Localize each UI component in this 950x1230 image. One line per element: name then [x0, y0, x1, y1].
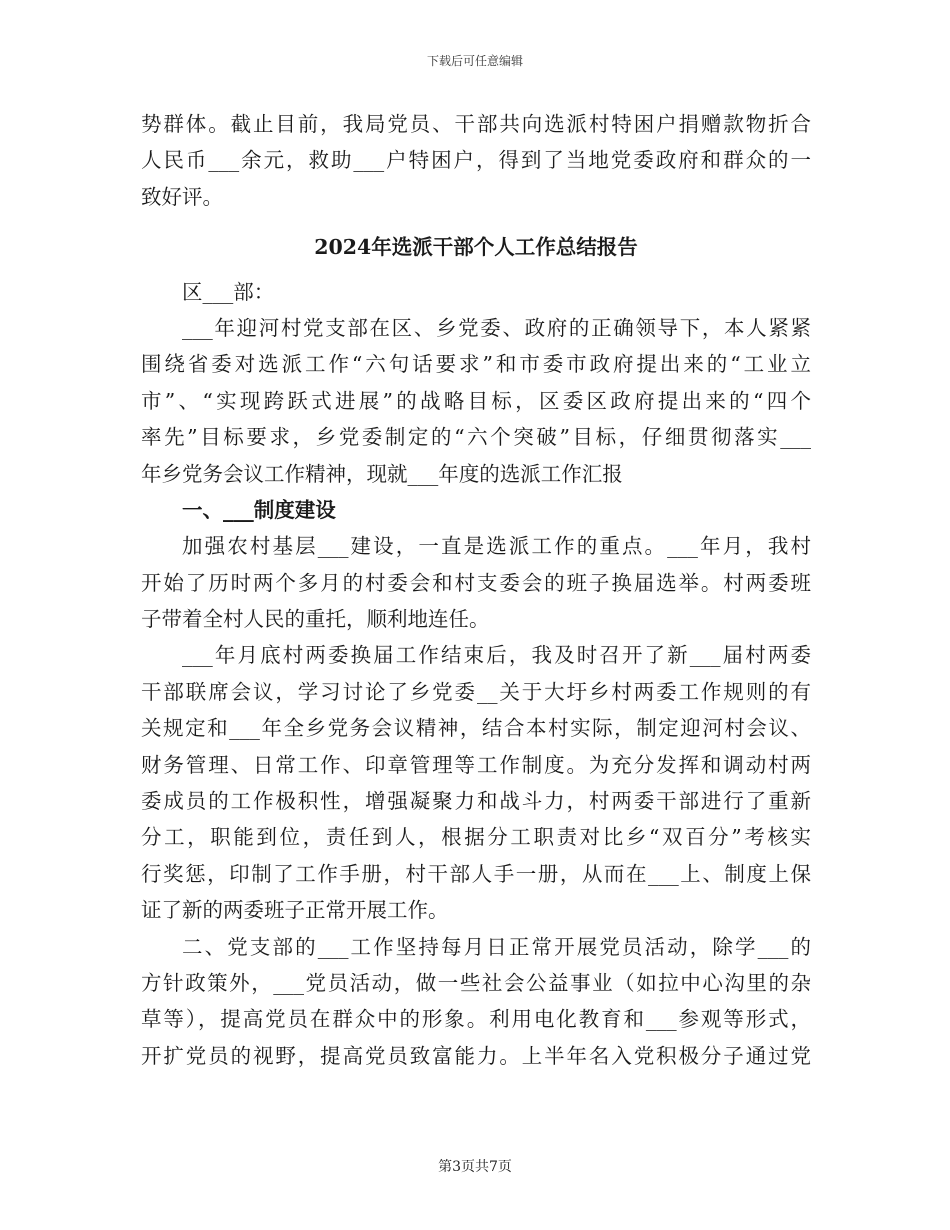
text-line: 市”、“实现跨跃式进展”的战略目标，区委区政府提出来的“四个 — [141, 388, 811, 413]
text-line: 二、党支部的___工作坚持每月日正常开展党员活动，除学___的 — [182, 934, 811, 959]
document-body — [141, 106, 811, 1074]
text-line: 委成员的工作极积性，增强凝聚力和战斗力，村两委干部进行了重新 — [141, 789, 811, 814]
text-line: 草等），提高党员在群众中的形象。利用电化教育和___参观等形式， — [141, 1007, 811, 1032]
text-line: ___年月底村两委换届工作结束后，我及时召开了新___届村两委 — [182, 643, 811, 668]
text-line: 人民币___余元，救助___户特困户，得到了当地党委政府和群众的一 — [141, 148, 811, 173]
text-line: 子带着全村人民的重托，顺利地连任。 — [141, 607, 490, 632]
text-line: 行奖惩，印制了工作手册，村干部人手一册，从而在___上、制度上保 — [141, 861, 811, 886]
section-heading: 一、___制度建设 — [182, 497, 336, 522]
section2-paragraph-1 — [141, 929, 811, 1075]
text-line: 年乡党务会议工作精神，现就___年度的选派工作汇报 — [141, 461, 623, 486]
text-line: 加强农村基层___建设，一直是选派工作的重点。___年月，我村 — [182, 534, 811, 559]
intro-paragraph — [141, 310, 811, 492]
text-line: 势群体。截止目前，我局党员、干部共向选派村特困户捐赠款物折合 — [141, 112, 811, 136]
text-line: 率先”目标要求，乡党委制定的“六个突破”目标，仔细贯彻落实___ — [141, 425, 811, 450]
section1-paragraph-1 — [141, 528, 811, 637]
text-line: 致好评。 — [141, 184, 223, 209]
text-line: 开始了历时两个多月的村委会和村支委会的班子换届选举。村两委班 — [141, 570, 811, 595]
text-line: 财务管理、日常工作、印章管理等工作制度。为充分发挥和调动村两 — [141, 752, 811, 777]
text-line: 围绕省委对选派工作“六句话要求”和市委市政府提出来的“工业立 — [141, 352, 811, 377]
text-line: 证了新的两委班子正常开展工作。 — [141, 898, 449, 923]
text-line: 方针政策外，___党员活动，做一些社会公益事业（如拉中心沟里的杂 — [141, 970, 811, 995]
page-header-note: 下载后可任意编辑 — [426, 54, 523, 68]
section1-paragraph-2 — [141, 637, 811, 928]
salutation: 区___部： — [182, 279, 275, 304]
page-indicator: 第3页共7页 — [438, 1159, 512, 1175]
text-line: 干部联席会议，学习讨论了乡党委__关于大圩乡村两委工作规则的有 — [141, 679, 811, 704]
text-line: 关规定和___年全乡党务会议精神，结合本村实际，制定迎河村会议、 — [141, 716, 811, 741]
previous-paragraph — [141, 106, 811, 215]
text-line: 开扩党员的视野，提高党员致富能力。上半年名入党积极分子通过党 — [141, 1043, 811, 1068]
document-title: 2024年选派干部个人工作总结报告 — [314, 235, 638, 260]
text-line: ___年迎河村党支部在区、乡党委、政府的正确领导下，本人紧紧 — [182, 315, 811, 340]
text-line: 分工，职能到位，责任到人，根据分工职责对比乡“双百分”考核实 — [141, 825, 811, 850]
